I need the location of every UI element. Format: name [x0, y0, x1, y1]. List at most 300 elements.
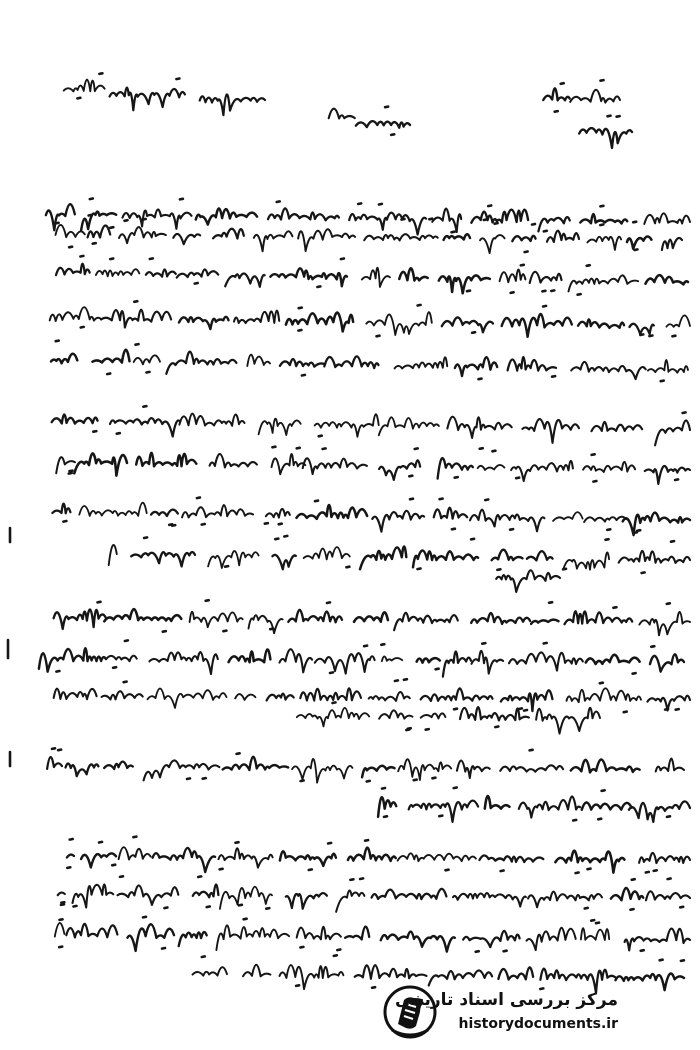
handwriting-stroke: [102, 691, 143, 699]
handwriting-stroke: [298, 229, 355, 251]
handwriting-stroke: [536, 708, 600, 734]
handwriting-stroke: [479, 379, 482, 380]
handwriting-stroke: [50, 307, 101, 321]
handwriting-stroke: [277, 201, 280, 202]
handwriting-stroke: [480, 856, 544, 862]
handwriting-stroke: [143, 406, 146, 407]
watermark-url: historydocuments.ir: [458, 1016, 618, 1032]
handwriting-stroke: [315, 414, 379, 437]
handwriting-stroke: [360, 547, 406, 570]
handwriting-stroke: [254, 231, 293, 251]
handwriting-stroke: [309, 869, 312, 870]
handwriting-stroke: [220, 869, 223, 870]
handwriting-stroke: [683, 412, 686, 413]
handwriting-stroke: [202, 956, 205, 957]
handwriting-stroke: [571, 362, 645, 379]
handwriting-stroke: [61, 904, 64, 905]
handwriting-stroke: [179, 932, 207, 946]
handwriting-stroke: [297, 505, 368, 519]
handwriting-stroke: [113, 667, 116, 668]
handwriting-stroke: [360, 878, 363, 879]
handwriting-stroke: [381, 644, 384, 645]
handwriting-stroke: [561, 83, 564, 84]
handwriting-stroke: [502, 314, 572, 337]
handwriting-stroke: [552, 376, 555, 377]
handwriting-stroke: [300, 947, 303, 948]
handwriting-stroke: [569, 275, 639, 291]
handwriting-stroke: [452, 529, 455, 530]
handwriting-stroke: [527, 928, 576, 950]
handwriting-stroke: [547, 231, 579, 242]
handwriting-stroke: [654, 870, 657, 871]
handwriting-stroke: [651, 646, 654, 647]
handwriting-stroke: [336, 891, 364, 912]
handwriting-stroke: [267, 694, 294, 701]
handwriting-stroke: [52, 748, 55, 749]
handwriting-stroke: [446, 870, 449, 871]
handwriting-stroke: [639, 612, 690, 635]
handwriting-stroke: [280, 851, 336, 866]
handwriting-stroke: [81, 327, 84, 328]
handwriting-stroke: [47, 757, 62, 769]
handwriting-stroke: [234, 311, 279, 323]
handwriting-stroke: [327, 602, 330, 603]
handwriting-stroke: [501, 871, 504, 872]
handwriting-stroke: [243, 965, 270, 977]
handwriting-stroke: [110, 259, 113, 260]
handwriting-stroke: [606, 539, 609, 540]
handwriting-stroke: [587, 237, 621, 250]
handwriting-stroke: [633, 673, 636, 674]
handwriting-stroke: [180, 199, 183, 200]
handwriting-stroke: [629, 801, 690, 822]
handwriting-stroke: [646, 872, 649, 873]
handwriting-stroke: [527, 551, 553, 560]
handwriting-stroke: [367, 781, 370, 782]
handwriting-stroke: [112, 865, 115, 866]
handwriting-stroke: [578, 319, 624, 327]
handwriting-stroke: [617, 116, 620, 117]
handwriting-stroke: [681, 960, 684, 961]
handwriting-stroke: [472, 651, 504, 674]
handwriting-stroke: [372, 889, 447, 899]
handwriting-stroke: [382, 656, 402, 661]
handwriting-stroke: [349, 213, 426, 235]
handwriting-stroke: [524, 710, 527, 711]
handwriting-stroke: [391, 134, 394, 135]
handwriting-stroke: [544, 231, 547, 232]
handwriting-stroke: [125, 640, 128, 641]
handwriting-stroke: [492, 451, 495, 452]
handwriting-stroke: [56, 223, 59, 224]
handwriting-stroke: [611, 888, 643, 900]
handwriting-stroke: [39, 648, 106, 672]
handwriting-stroke: [676, 709, 679, 710]
handwriting-stroke: [484, 219, 487, 220]
handwriting-stroke: [134, 355, 160, 364]
handwriting-stroke: [508, 357, 556, 371]
handwriting-stroke: [379, 204, 382, 205]
handwriting-stroke: [54, 689, 97, 700]
handwriting-stroke: [270, 268, 347, 286]
handwriting-stroke: [67, 855, 74, 858]
handwriting-stroke: [667, 603, 670, 604]
handwriting-stroke: [54, 610, 107, 629]
handwriting-stroke: [56, 225, 85, 237]
handwriting-stroke: [454, 709, 457, 710]
handwriting-stroke: [648, 360, 688, 373]
watermark-title: مرکز بررسی اسناد تاریخی: [395, 990, 618, 1010]
handwriting-stroke: [567, 688, 642, 702]
handwriting-stroke: [480, 235, 505, 253]
handwriting-stroke: [532, 224, 535, 225]
handwriting-stroke: [511, 292, 514, 293]
handwriting-stroke: [297, 708, 369, 727]
handwriting-stroke: [56, 341, 59, 342]
handwriting-stroke: [236, 842, 239, 843]
handwriting-stroke: [421, 713, 446, 718]
handwriting-stroke: [586, 655, 640, 664]
handwriting-stroke: [463, 931, 519, 947]
handwriting-stroke: [528, 892, 602, 908]
handwriting-stroke: [509, 652, 583, 670]
handwriting-stroke: [395, 357, 448, 368]
handwriting-stroke: [67, 867, 70, 868]
handwriting-stroke: [149, 652, 217, 674]
handwriting-stroke: [109, 545, 117, 565]
handwriting-stroke: [345, 927, 369, 940]
handwriting-stroke: [379, 460, 420, 480]
handwriting-stroke: [266, 509, 290, 518]
handwriting-stroke: [51, 354, 77, 364]
handwriting-stroke: [452, 232, 455, 233]
handwriting-stroke: [196, 208, 257, 224]
handwriting-stroke: [512, 236, 535, 241]
handwriting-stroke: [358, 203, 361, 204]
handwriting-stroke: [80, 256, 83, 257]
handwriting-stroke: [500, 765, 563, 771]
handwriting-stroke: [99, 73, 102, 74]
handwriting-stroke: [442, 317, 493, 332]
handwriting-stroke: [492, 550, 523, 560]
handwriting-stroke: [110, 88, 185, 111]
handwriting-stroke: [543, 88, 569, 100]
handwriting-stroke: [136, 344, 139, 345]
handwriting-stroke: [471, 210, 528, 223]
handwriting-stroke: [563, 569, 566, 570]
handwriting-stroke: [66, 924, 117, 938]
handwriting-stroke: [409, 801, 478, 822]
handwriting-stroke: [124, 682, 127, 683]
handwriting-stroke: [476, 951, 479, 952]
handwriting-stroke: [202, 524, 205, 525]
handwriting-stroke: [337, 950, 340, 951]
handwriting-stroke: [551, 290, 554, 291]
handwriting-stroke: [235, 694, 255, 700]
handwriting-stroke: [206, 600, 209, 601]
handwriting-stroke: [346, 567, 349, 568]
handwriting-stroke: [471, 613, 530, 624]
handwriting-stroke: [602, 790, 605, 791]
handwriting-stroke: [73, 884, 114, 907]
handwriting-stroke: [516, 478, 519, 479]
handwriting-stroke: [265, 523, 268, 524]
handwriting-stroke: [680, 907, 683, 908]
handwriting-stroke: [418, 569, 421, 570]
handwriting-stroke: [646, 891, 690, 900]
handwriting-stroke: [284, 536, 287, 537]
handwriting-stroke: [58, 750, 61, 751]
handwriting-stroke: [315, 653, 375, 673]
handwriting-stroke: [125, 220, 128, 221]
handwriting-stroke: [579, 128, 632, 148]
handwriting-stroke: [131, 552, 195, 566]
handwriting-stroke: [640, 334, 643, 335]
handwriting-stroke: [522, 419, 579, 443]
handwriting-stroke: [496, 570, 560, 592]
handwriting-stroke: [153, 848, 216, 872]
handwriting-stroke: [303, 458, 367, 474]
handwriting-stroke: [96, 269, 139, 276]
handwriting-stroke: [272, 454, 306, 474]
handwriting-stroke: [366, 312, 432, 335]
handwriting-stroke: [225, 566, 228, 567]
handwriting-stroke: [443, 652, 471, 677]
handwriting-stroke: [190, 612, 243, 627]
handwriting-stroke: [498, 967, 533, 979]
handwriting-stroke: [488, 206, 491, 207]
handwriting-stroke: [439, 816, 442, 817]
handwriting-stroke: [99, 842, 102, 843]
handwriting-stroke: [530, 750, 533, 751]
handwriting-stroke: [372, 987, 375, 988]
handwriting-stroke: [478, 465, 505, 470]
handwriting-stroke: [365, 840, 368, 841]
handwriting-stroke: [644, 213, 690, 224]
handwriting-stroke: [210, 454, 257, 467]
handwriting-stroke: [93, 431, 96, 432]
handwriting-stroke: [244, 919, 247, 920]
handwriting-stroke: [144, 537, 147, 538]
handwriting-stroke: [106, 656, 137, 661]
handwriting-stroke: [455, 357, 497, 376]
handwriting-stroke: [500, 270, 526, 283]
handwriting-stroke: [348, 848, 396, 861]
handwriting-stroke: [173, 234, 200, 244]
handwriting-stroke: [627, 237, 651, 249]
handwriting-stroke: [379, 417, 439, 435]
handwriting-stroke: [208, 551, 259, 568]
handwriting-stroke: [630, 324, 654, 334]
handwriting-stroke: [467, 291, 470, 292]
handwriting-stroke: [619, 551, 690, 563]
handwriting-stroke: [429, 219, 432, 220]
handwriting-stroke: [600, 683, 603, 684]
handwriting-stroke: [549, 602, 552, 603]
handwriting-stroke: [223, 631, 226, 632]
handwriting-stroke: [613, 607, 616, 608]
handwriting-stroke: [573, 820, 576, 821]
handwriting-stroke: [538, 217, 569, 231]
handwriting-stroke: [150, 258, 153, 259]
handwriting-stroke: [52, 415, 98, 424]
handwriting-stroke: [136, 453, 196, 466]
handwriting-stroke: [143, 219, 146, 220]
handwriting-stroke: [69, 473, 72, 474]
handwriting-stroke: [329, 109, 355, 119]
handwriting-stroke: [480, 448, 483, 449]
handwriting-stroke: [471, 539, 474, 540]
handwriting-stroke: [655, 420, 690, 445]
handwriting-stroke: [286, 313, 353, 332]
handwriting-stroke: [144, 760, 220, 780]
handwriting-stroke: [377, 336, 380, 337]
handwriting-stroke: [280, 359, 325, 367]
handwriting-stroke: [438, 458, 473, 479]
handwriting-stroke: [495, 727, 498, 728]
handwriting-stroke: [64, 80, 105, 92]
handwriting-stroke: [110, 227, 113, 228]
handwriting-stroke: [406, 730, 409, 731]
handwriting-stroke: [355, 965, 427, 979]
handwriting-stroke: [417, 658, 440, 662]
handwriting-stroke: [275, 539, 278, 540]
handwriting-stroke: [600, 206, 603, 207]
handwriting-stroke: [501, 690, 553, 711]
handwriting-stroke: [485, 500, 488, 501]
handwriting-stroke: [319, 436, 322, 437]
handwriting-stroke: [90, 199, 93, 200]
handwriting-stroke: [195, 283, 198, 284]
handwriting-stroke: [70, 839, 73, 840]
handwriting-stroke: [510, 529, 513, 530]
handwriting-stroke: [591, 920, 594, 921]
handwriting-stroke: [596, 923, 599, 924]
handwriting-stroke: [571, 759, 640, 772]
handwriting-stroke: [120, 876, 123, 877]
handwriting-stroke: [588, 869, 591, 870]
handwriting-stroke: [625, 929, 690, 951]
watermark: [382, 984, 682, 1044]
handwriting-stroke: [119, 847, 151, 859]
handwriting-stroke: [434, 508, 467, 519]
handwriting-stroke: [592, 422, 643, 431]
handwriting-stroke: [607, 529, 610, 530]
handwriting-stroke: [56, 671, 59, 672]
handwriting-stroke: [46, 204, 75, 230]
handwriting-stroke: [315, 501, 318, 502]
handwriting-stroke: [279, 524, 282, 525]
handwriting-stroke: [587, 265, 590, 266]
handwriting-stroke: [146, 269, 176, 276]
handwriting-stroke: [384, 816, 387, 817]
handwriting-stroke: [495, 223, 498, 224]
handwriting-stroke: [280, 965, 344, 989]
handwriting-stroke: [576, 873, 579, 874]
handwriting-stroke: [59, 947, 62, 948]
handwriting-stroke: [379, 710, 412, 718]
handwriting-stroke: [410, 499, 413, 500]
handwriting-stroke: [147, 372, 150, 373]
handwriting-stroke: [378, 797, 396, 816]
handwriting-stroke: [333, 702, 336, 703]
handwriting-stroke: [179, 414, 244, 426]
handwriting-stroke: [341, 259, 344, 260]
handwriting-stroke: [646, 275, 689, 284]
handwriting-stroke: [633, 222, 636, 223]
handwriting-stroke: [104, 762, 133, 769]
handwriting-stroke: [632, 879, 635, 880]
handwriting-stroke: [578, 294, 581, 295]
handwriting-stroke: [286, 893, 327, 909]
handwriting-stroke: [364, 646, 367, 647]
handwriting-stroke: [637, 530, 640, 531]
handwriting-stroke: [177, 269, 219, 277]
handwriting-stroke: [266, 908, 269, 909]
handwriting-stroke: [631, 909, 634, 910]
handwriting-stroke: [453, 893, 526, 906]
handwriting-stroke: [197, 498, 200, 499]
handwriting-stroke: [356, 121, 410, 128]
handwriting-stroke: [623, 513, 690, 536]
handwriting-stroke: [504, 951, 507, 952]
handwriting-stroke: [470, 510, 544, 532]
handwriting-stroke: [553, 512, 583, 521]
handwriting-stroke: [207, 907, 210, 908]
handwriting-stroke: [624, 712, 627, 713]
handwriting-stroke: [237, 753, 240, 754]
handwriting-stroke: [385, 107, 388, 108]
handwriting-stroke: [55, 923, 65, 937]
handwriting-stroke: [436, 669, 439, 670]
handwriting-stroke: [544, 643, 547, 644]
handwriting-stroke: [301, 781, 304, 782]
handwriting-stroke: [98, 602, 101, 603]
handwriting-stroke: [52, 504, 70, 514]
handwriting-stroke: [292, 759, 352, 783]
handwriting-stroke: [176, 79, 179, 80]
handwriting-stroke: [639, 853, 690, 863]
handwriting-stroke: [107, 374, 110, 375]
handwriting-stroke: [299, 308, 302, 309]
handwriting-stroke: [220, 887, 272, 909]
handwriting-stroke: [418, 305, 421, 306]
handwriting-stroke: [364, 234, 438, 240]
handwriting-stroke: [56, 264, 90, 275]
handwriting-stroke: [656, 759, 684, 772]
handwriting-stroke: [525, 252, 528, 253]
handwriting-stroke: [298, 330, 301, 331]
handwriting-stroke: [182, 505, 253, 517]
handwriting-stroke: [93, 243, 96, 244]
handwriting-stroke: [601, 80, 604, 81]
handwriting-stroke: [187, 778, 190, 779]
handwriting-stroke: [531, 620, 558, 624]
handwriting-stroke: [164, 908, 167, 909]
handwriting-stroke: [382, 788, 385, 789]
handwriting-stroke: [151, 510, 178, 516]
handwriting-stroke: [457, 761, 490, 778]
handwriting-stroke: [472, 332, 475, 333]
handwriting-stroke: [675, 479, 678, 480]
handwriting-stroke: [162, 948, 165, 949]
handwriting-stroke: [60, 919, 63, 920]
handwriting-stroke: [297, 448, 300, 449]
handwriting-stroke: [440, 499, 443, 500]
handwriting-stroke: [79, 503, 146, 516]
handwriting-stroke: [660, 960, 663, 961]
handwriting-stroke: [447, 417, 511, 438]
